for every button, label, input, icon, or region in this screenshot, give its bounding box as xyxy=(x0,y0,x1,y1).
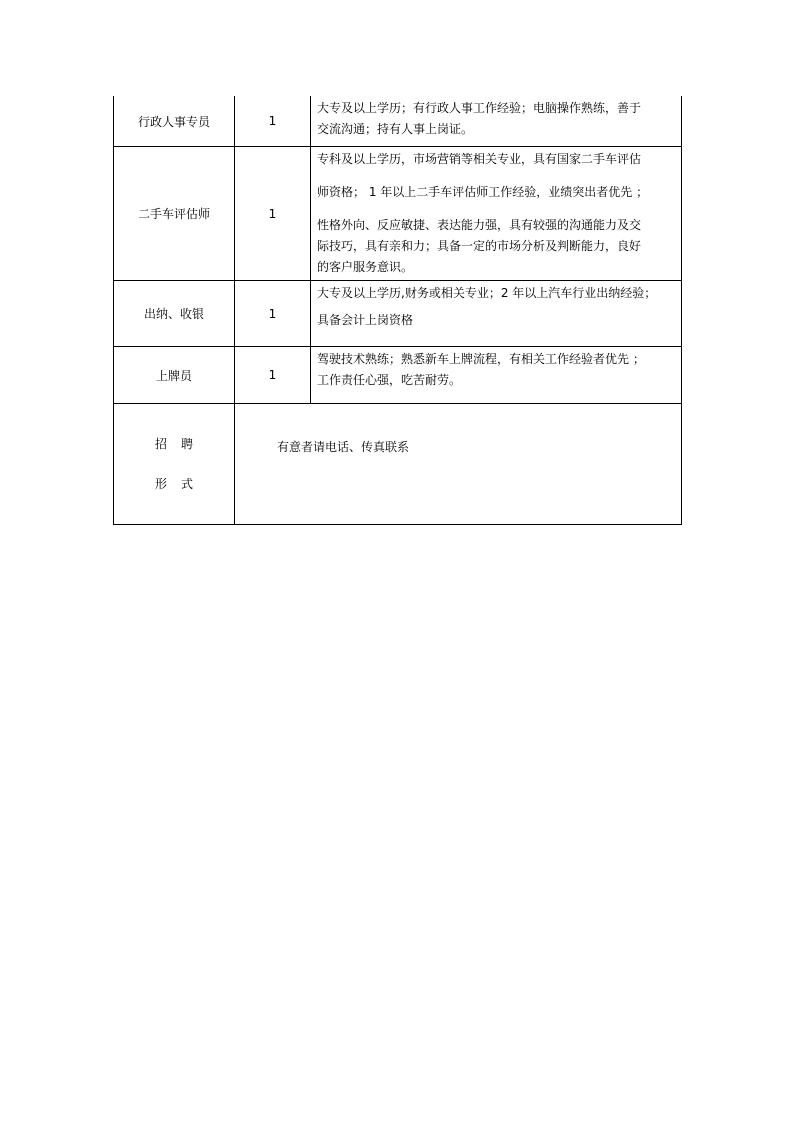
recruitment-method-label xyxy=(114,404,235,525)
requirement-line: 师资格； 1 年以上二手车评估师工作经验，业绩突出者优先 ； xyxy=(317,185,649,199)
job-requirements xyxy=(311,347,682,404)
requirement-line: 工作责任心强，吃苦耐劳。 xyxy=(317,373,462,387)
table-row xyxy=(114,147,682,281)
job-title: 出纳、收银 xyxy=(114,281,235,347)
job-count: 1 xyxy=(235,347,311,404)
recruitment-label-line2: 形式 xyxy=(154,477,207,491)
table-row xyxy=(114,404,682,525)
requirement-line: 具备会计上岗资格 xyxy=(317,313,414,327)
requirement-line: 性格外向、反应敏捷、表达能力强，具有较强的沟通能力及交 xyxy=(317,218,642,232)
requirement-line: 专科及以上学历，市场营销等相关专业，具有国家二手车评估 xyxy=(317,152,642,166)
requirement-line: 大专及以上学历；有行政人事工作经验；电脑操作熟练，善于 xyxy=(317,101,642,115)
job-count: 1 xyxy=(235,281,311,347)
job-table xyxy=(113,96,682,525)
table-row xyxy=(114,281,682,347)
job-count: 1 xyxy=(235,147,311,281)
recruitment-label-line1: 招聘 xyxy=(154,437,207,451)
requirement-line: 交流沟通；持有人事上岗证。 xyxy=(317,122,474,136)
job-title: 二手车评估师 xyxy=(114,147,235,281)
job-title: 上牌员 xyxy=(114,347,235,404)
requirement-line: 驾驶技术熟练；熟悉新车上牌流程，有相关工作经验者优先 ； xyxy=(317,352,645,366)
requirement-line: 大专及以上学历,财务或相关专业；2 年以上汽车行业出纳经验； xyxy=(317,286,657,300)
requirement-line: 的客户服务意识。 xyxy=(317,260,414,274)
job-requirements xyxy=(311,281,682,347)
table-row xyxy=(114,96,682,147)
requirement-line: 际技巧，具有亲和力；具备一定的市场分析及判断能力，良好 xyxy=(317,239,642,253)
recruitment-method-text: 有意者请电话、传真联系 xyxy=(235,404,682,525)
table-row xyxy=(114,347,682,404)
job-requirements xyxy=(311,96,682,147)
job-count: 1 xyxy=(235,96,311,147)
job-title: 行政人事专员 xyxy=(114,96,235,147)
job-requirements xyxy=(311,147,682,281)
